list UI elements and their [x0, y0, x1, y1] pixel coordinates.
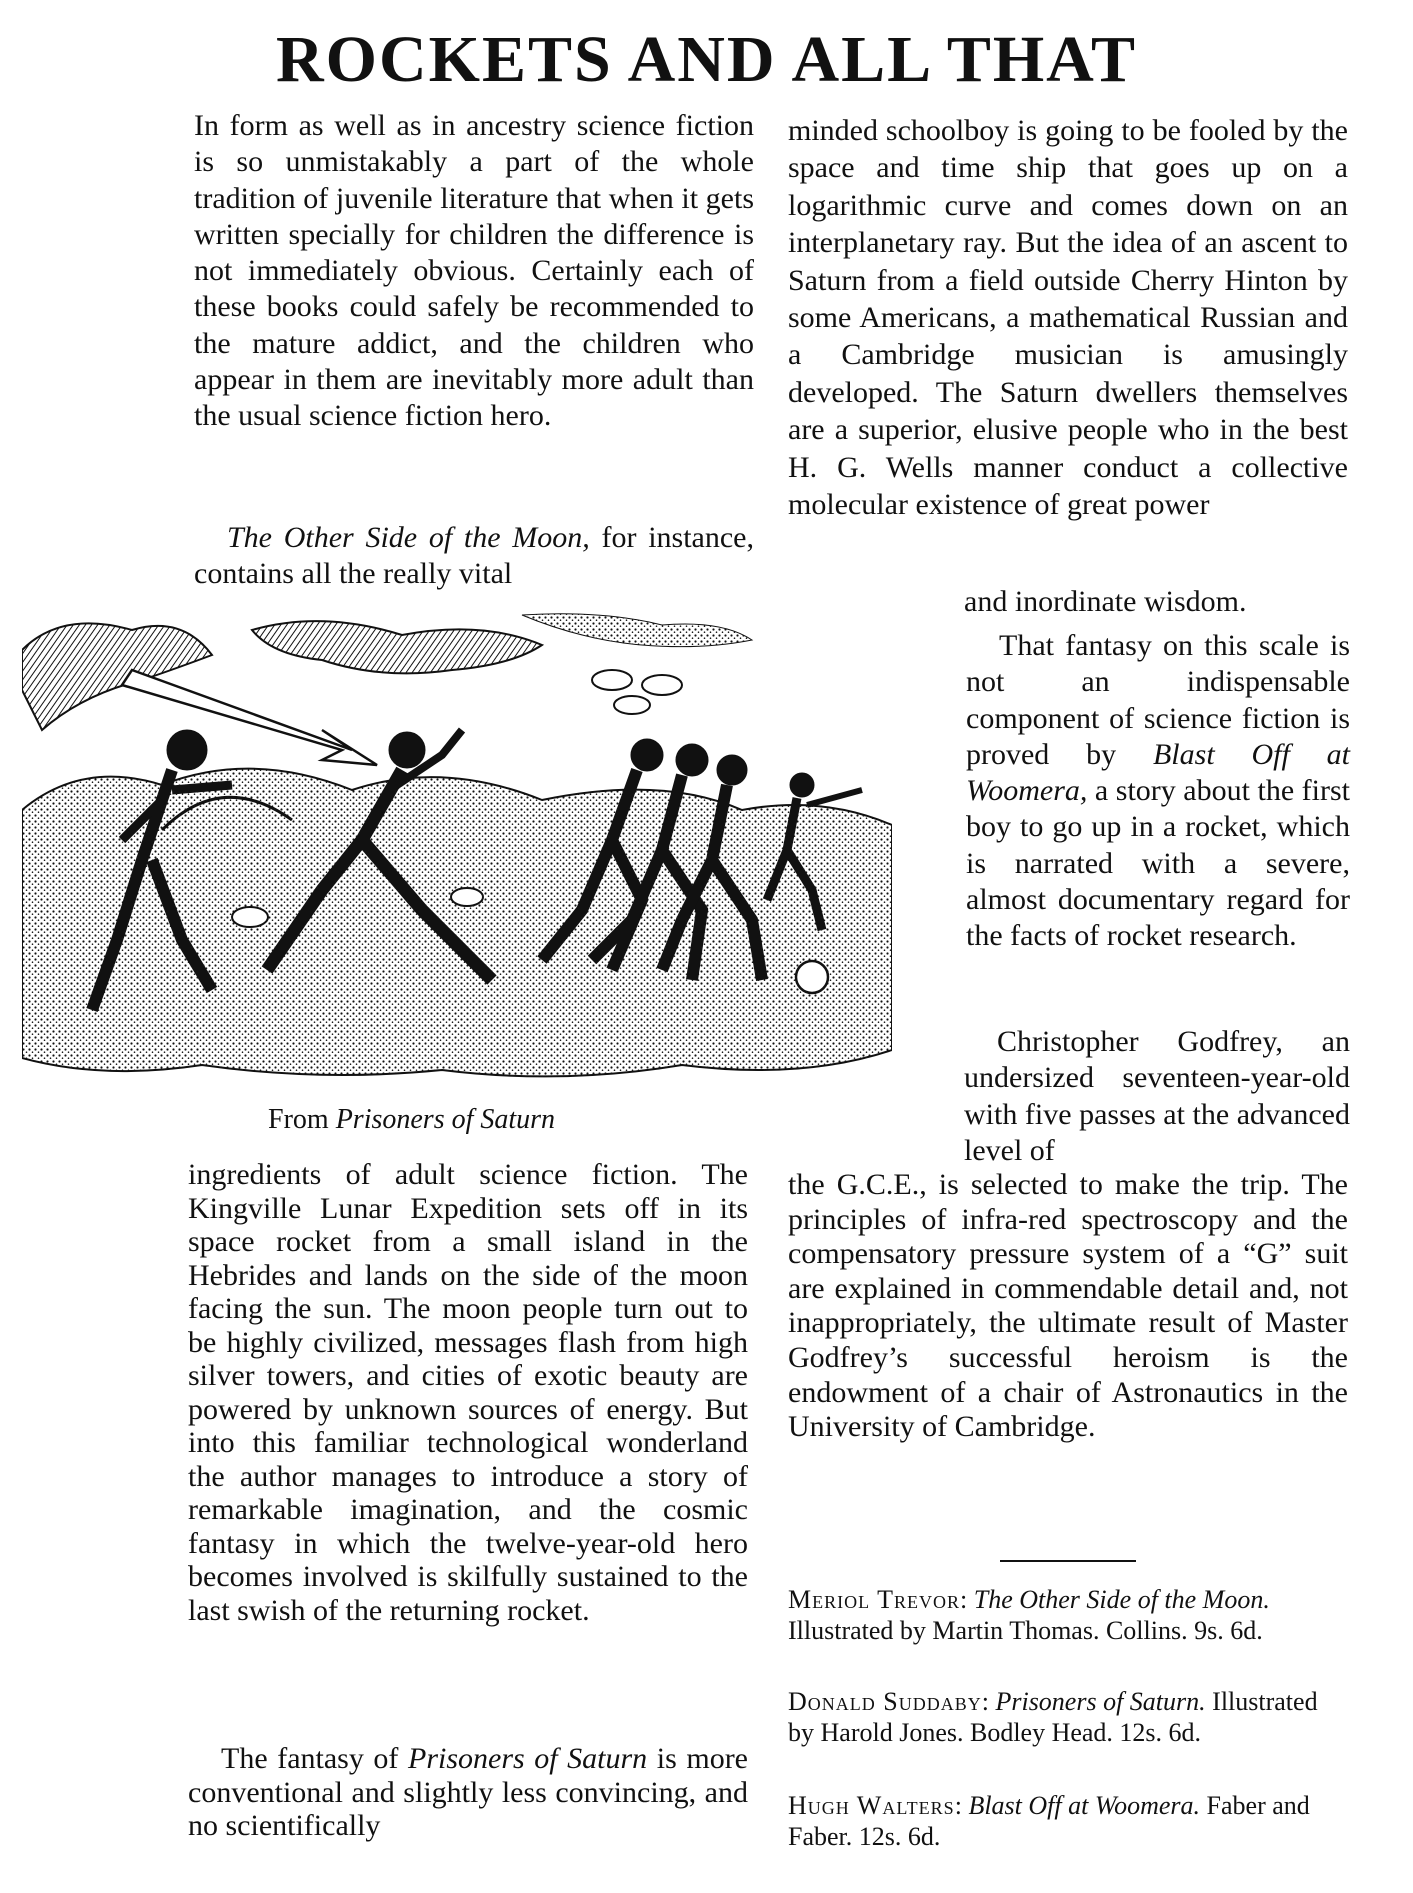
col2-paragraph-2 [966, 628, 1350, 955]
book-title-other-side: The Other Side of the Moon, [227, 521, 590, 554]
reference-details: Illustrated by Martin Thomas. Collins. 9s. 6d. [788, 1616, 1263, 1645]
caption-title: Prisoners of Saturn [335, 1104, 556, 1135]
reference-title: Blast Off at Woomera. [968, 1791, 1201, 1820]
col1-paragraph-2-text: for instance, contains all the really vital [194, 521, 754, 591]
col2-paragraph-3-wide: the G.C.E., is selected to make the trip. The principles of infra-red spectroscopy and the compensatory pressure system of a “G” suit are explained in commendable detail and, not inappropriately, the ultimate result of Master Godfrey’s successful heroism is the endowment of a chair of Astronautics in the University of Cambridge. [788, 1168, 1348, 1444]
reference-title: Prisoners of Saturn. [995, 1687, 1206, 1716]
col2-paragraph-1-tail: and inordinate wisdom. [964, 585, 1247, 618]
reference-separator: : [981, 1687, 996, 1716]
section-divider [1000, 1560, 1136, 1562]
col1-paragraph-4 [188, 1742, 748, 1843]
reference-separator: : [960, 1585, 974, 1614]
col1-paragraph-4-start: The fantasy of [221, 1742, 408, 1775]
illustration-caption [268, 1104, 555, 1136]
reference-entry-1 [788, 1584, 1348, 1646]
col2-paragraph-2-end: a story about the first boy to go up in a rocket, which is narrated with a severe, almost documentary regard for the facts of rocket research. [966, 774, 1350, 953]
reference-details: Faber and Faber. 12s. 6d. [788, 1791, 1310, 1851]
reference-separator: : [954, 1791, 969, 1820]
col1-paragraph-3: ingredients of adult science fiction. The Kingville Lunar Expedition sets off in its space rocket from a small island in the Hebrides and lands on the side of the moon facing the sun. The moon people turn out to be highly civilized, messages flash from high silver towers, and cities of exotic beauty are powered by unknown sources of energy. But into this familiar technological wonderland the author manages to introduce a story of remarkable imagination, and the cosmic fantasy in which the twelve-year-old hero becomes involved is skilfully sustained to the last swish of the returning rocket. [188, 1158, 748, 1627]
page-title: ROCKETS AND ALL THAT [276, 23, 1137, 96]
col2-paragraph-3-narrow: Christopher Godfrey, an undersized seventeen-year-old with five passes at the advanced level of [964, 1025, 1350, 1167]
reference-entry-2 [788, 1686, 1348, 1748]
lightning-ray-icon [122, 670, 377, 765]
col1-paragraph-4-end: is more conventional and slightly less convincing, and no scientifically [188, 1742, 748, 1842]
lunar-expedition-illustration [22, 610, 892, 1085]
reference-author: Meriol Trevor [788, 1585, 961, 1614]
reference-author: Donald Suddaby [788, 1687, 982, 1716]
reference-author: Hugh Walters [788, 1791, 955, 1820]
floating-discs [592, 670, 682, 714]
caption-prefix: From [268, 1104, 336, 1135]
col2-paragraph-1: minded schoolboy is going to be fooled by the space and time ship that goes up on a logarithmic curve and comes down on an interplanetary ray. But the idea of an ascent to Saturn from a field outside Cherry Hinton by some Americans, a mathematical Russian and a Cambridge musician is amusingly developed. The Saturn dwellers themselves are a superior, elusive people who in the best H. G. Wells manner conduct a collective molecular existence of great power [788, 114, 1348, 522]
reference-details: Illustrated by Harold Jones. Bodley Head. 12s. 6d. [788, 1687, 1318, 1747]
col2-paragraph-2-start: That fantasy on this scale is not an indispensable component of science fiction is proved by [966, 629, 1350, 771]
reference-entry-3 [788, 1790, 1348, 1852]
col1-paragraph-1: In form as well as in ancestry science fiction is so unmistakably a part of the whole tradition of juvenile literature that when it gets written specially for children the difference is not immediately obvious. Certainly each of these books could safely be recommended to the mature addict, and the children who appear in them are inevitably more adult than the usual science fiction hero. [194, 109, 754, 433]
col1-paragraph-2 [194, 520, 754, 593]
book-title-prisoners: Prisoners of Saturn [408, 1742, 648, 1775]
reference-title: The Other Side of the Moon. [973, 1585, 1270, 1614]
book-title-blast-off: Blast Off at Woomera, [966, 737, 1350, 808]
